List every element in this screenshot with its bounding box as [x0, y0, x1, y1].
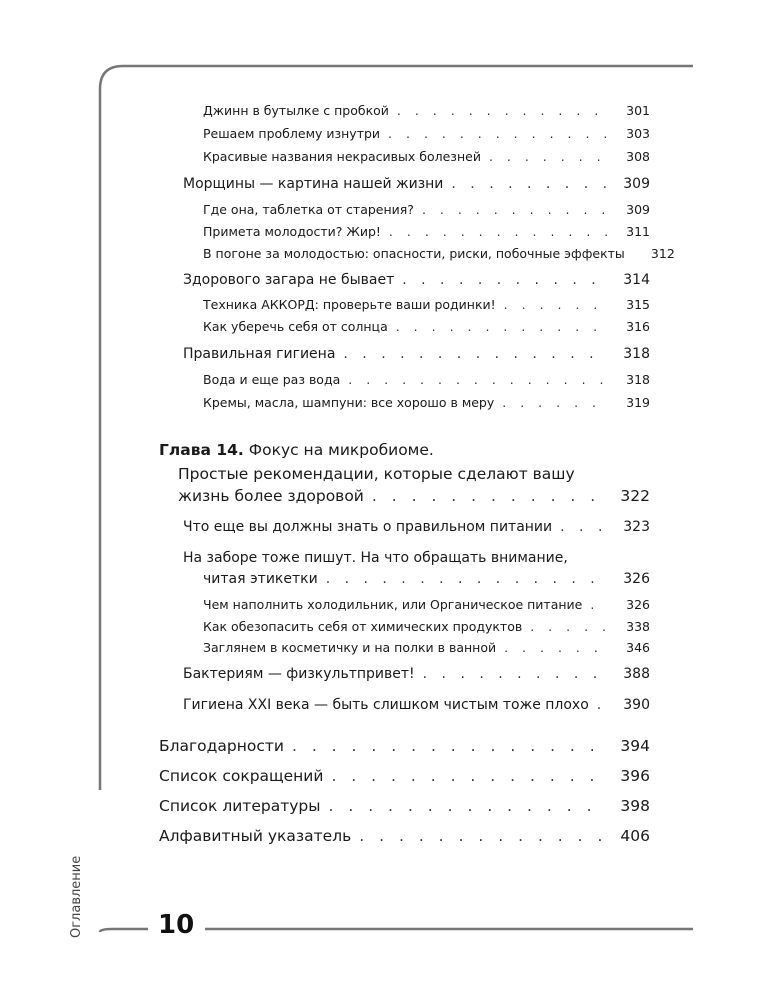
toc-entry-page: 303 — [626, 126, 650, 141]
toc-entry-page: 319 — [626, 395, 650, 410]
toc-entry[interactable] — [203, 597, 650, 612]
dot-leader — [348, 372, 608, 387]
chapter-title-line: Фокус на микробиоме. — [248, 441, 434, 459]
dot-leader — [329, 797, 609, 815]
chapter-entry[interactable] — [178, 487, 650, 505]
dot-leader — [326, 571, 608, 587]
toc-entry[interactable] — [203, 297, 650, 312]
toc-entry[interactable] — [183, 519, 650, 535]
toc-entry-page: 316 — [626, 319, 650, 334]
toc-entry[interactable] — [159, 737, 650, 755]
toc-entry-page: 390 — [623, 697, 650, 713]
toc-entry-title: Заглянем в косметичку и на полки в ванной — [203, 640, 497, 655]
toc-entry[interactable] — [203, 395, 650, 410]
toc-entry[interactable] — [203, 202, 650, 217]
toc-entry[interactable] — [203, 372, 650, 387]
toc-entry[interactable] — [203, 571, 650, 587]
toc-entry-title: Список литературы — [159, 797, 321, 815]
dot-leader — [359, 827, 608, 845]
toc-entry-title: Гигиена XXI века — быть слишком чистым тоже плохо — [183, 697, 589, 713]
toc-entry[interactable] — [183, 176, 650, 192]
toc-entry-title: Примета молодости? Жир! — [203, 224, 381, 239]
toc-entry-page: 388 — [623, 666, 650, 682]
toc-entry-title: Где она, таблетка от старения? — [203, 202, 414, 217]
dot-leader — [396, 319, 608, 334]
toc-entry-title: Как уберечь себя от солнца — [203, 319, 388, 334]
toc-entry-page: 309 — [623, 176, 650, 192]
dot-leader — [389, 224, 608, 239]
dot-leader — [489, 149, 608, 164]
dot-leader — [530, 619, 608, 634]
dot-leader — [504, 640, 608, 655]
toc-entry-page: 312 — [650, 246, 675, 261]
toc-entry-title: Алфавитный указатель — [159, 827, 352, 845]
dot-leader — [422, 202, 608, 217]
toc-entry-page: 318 — [623, 346, 650, 362]
toc-entry[interactable] — [203, 619, 650, 634]
toc-entry-title: Техника АККОРД: проверьте ваши родинки! — [203, 297, 496, 312]
toc-entry[interactable] — [159, 827, 650, 845]
toc-entry-page: 323 — [623, 519, 650, 535]
dot-leader — [397, 103, 608, 118]
toc-entry-title: Джинн в бутылке с пробкой — [203, 103, 389, 118]
dot-leader — [451, 176, 608, 192]
toc-entry-title: Как обезопасить себя от химических продуктов — [203, 619, 523, 634]
toc-entry[interactable] — [203, 224, 650, 239]
toc-entry-title: Морщины — картина нашей жизни — [183, 176, 444, 192]
toc-entry-page: 309 — [626, 202, 650, 217]
toc-entry-title: Правильная гигиена — [183, 346, 336, 362]
toc-entry-title: На заборе тоже пишут. На что обращать внимание, — [183, 550, 568, 566]
toc-entry[interactable] — [183, 272, 650, 288]
toc-entry-page: 308 — [626, 149, 650, 164]
chapter-label: Глава 14. — [159, 441, 244, 459]
running-section-label: Оглавление — [69, 855, 84, 938]
chapter-title-line: Простые рекомендации, которые сделают вашу — [178, 465, 575, 483]
toc-entry[interactable] — [203, 103, 650, 118]
toc-entry-page: 301 — [626, 103, 650, 118]
toc-entry-title: Решаем проблему изнутри — [203, 126, 381, 141]
toc-entry-page: 322 — [620, 487, 650, 505]
dot-leader — [597, 697, 608, 713]
dot-leader — [388, 126, 608, 141]
dot-leader — [292, 737, 608, 755]
toc-entry-page: 346 — [626, 640, 650, 655]
toc-entry[interactable] — [203, 319, 650, 334]
toc-entry[interactable] — [203, 149, 650, 164]
toc-entry-page: 318 — [626, 372, 650, 387]
toc-entry[interactable] — [159, 797, 650, 815]
toc-entry-title: Благодарности — [159, 737, 284, 755]
toc-entry-title: Что еще вы должны знать о правильном питании — [183, 519, 553, 535]
toc-entry-page: 311 — [626, 224, 650, 239]
toc-entry[interactable] — [183, 666, 650, 682]
dot-leader — [343, 346, 608, 362]
toc-entry-page: 398 — [620, 797, 650, 815]
toc-entry[interactable] — [183, 346, 650, 362]
toc-entry[interactable] — [203, 246, 675, 261]
toc-entry-title: Здорового загара не бывает — [183, 272, 395, 288]
toc-entry-title: читая этикетки — [203, 571, 318, 587]
toc-entry[interactable] — [183, 697, 650, 713]
dot-leader — [423, 666, 608, 682]
toc-entry-title: Красивые названия некрасивых болезней — [203, 149, 481, 164]
toc-entry-title: В погоне за молодостью: опасности, риски, побочные эффекты — [203, 246, 625, 261]
dot-leader — [504, 297, 608, 312]
toc-entry-page: 315 — [626, 297, 650, 312]
toc-entry-page: 326 — [626, 597, 650, 612]
chapter-heading-line — [159, 441, 434, 459]
dot-leader — [402, 272, 608, 288]
toc-entry[interactable] — [159, 767, 650, 785]
toc-entry-title: Список сокращений — [159, 767, 324, 785]
chapter-title-line: жизнь более здоровой — [178, 487, 364, 505]
toc-entry[interactable] — [203, 640, 650, 655]
dot-leader — [331, 767, 608, 785]
toc-entry-page: 406 — [620, 827, 650, 845]
toc-entry-page: 314 — [623, 272, 650, 288]
dot-leader — [560, 519, 608, 535]
toc-entry-title: Чем наполнить холодильник, или Органическое питание — [203, 597, 583, 612]
dot-leader — [372, 487, 608, 505]
page-number: 10 — [158, 910, 195, 940]
toc-entry-title: Бактериям — физкультпривет! — [183, 666, 415, 682]
toc-entry-page: 338 — [626, 619, 650, 634]
dot-leader — [502, 395, 608, 410]
toc-entry-page: 396 — [620, 767, 650, 785]
toc-entry-title: Кремы, масла, шампуни: все хорошо в меру — [203, 395, 495, 410]
dot-leader — [590, 597, 608, 612]
toc-entry-page: 394 — [620, 737, 650, 755]
toc-entry-title: Вода и еще раз вода — [203, 372, 341, 387]
toc-entry[interactable] — [203, 126, 650, 141]
toc-entry-page: 326 — [623, 571, 650, 587]
